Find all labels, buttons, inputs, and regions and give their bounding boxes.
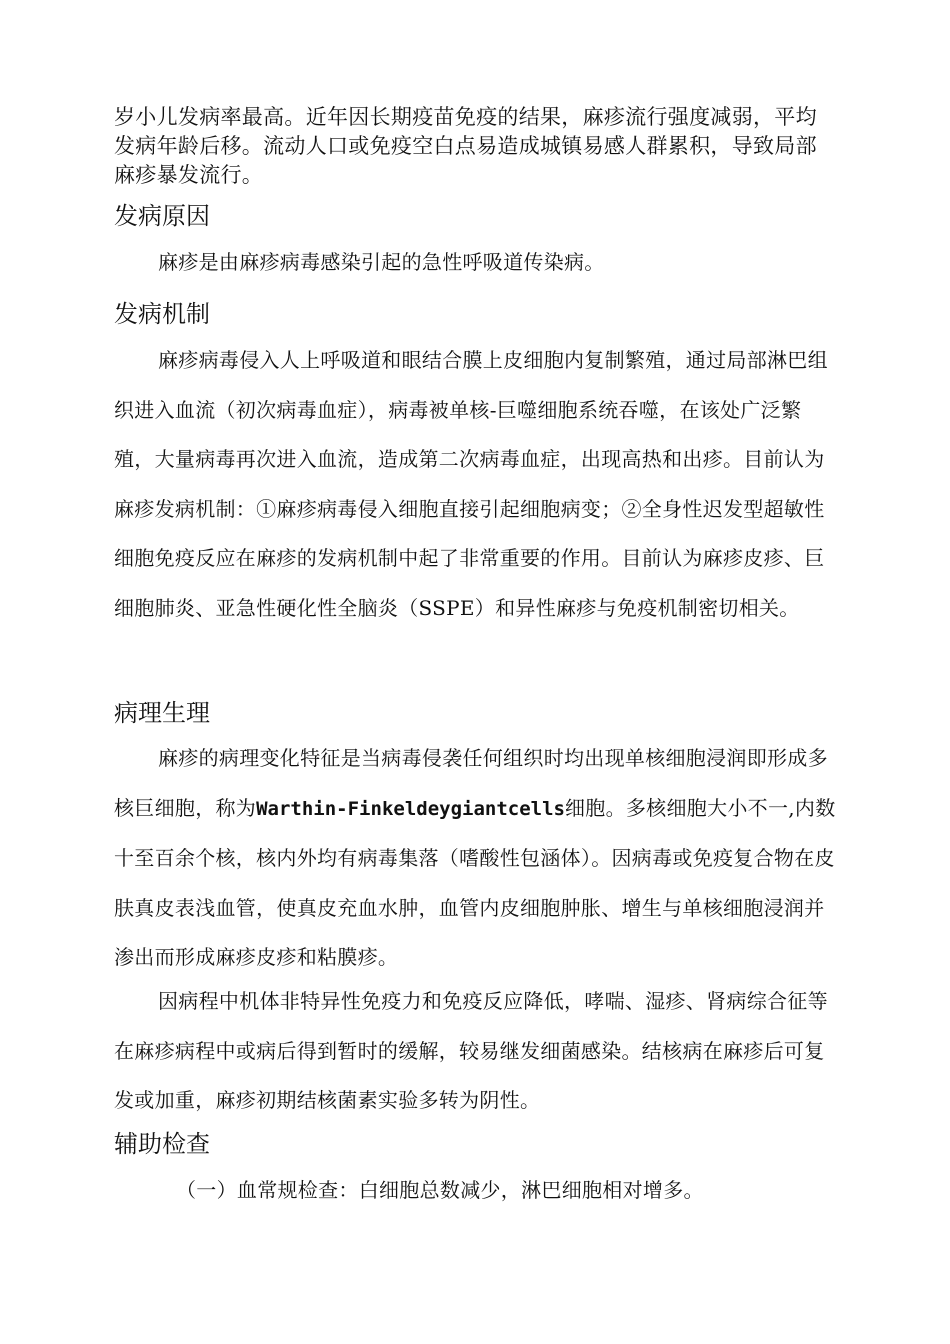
pathophysiology-paragraph-2: 因病程中机体非特异性免疫力和免疫反应降低，哮喘、湿疹、肾病综合征等在麻疹病程中或病后得到暂时的缓解，较易继发细菌感染。结核病在麻疹后可复发或加重，麻疹初期结核菌素实验多转为阴性。 [114, 989, 828, 1112]
pathophysiology-text-after: 细胞。多核细胞大小不一,内数十至百余个核，核内外均有病毒集落（嗜酸性包涵体）。因病毒或免疫复合物在皮肤真皮表浅血管，使真皮充血水肿，血管内皮细胞肿胀、增生与单核细胞浸润并渗出而形成麻疹皮疹和粘膜疹。 [114, 795, 836, 969]
heading-pathophysiology: 病理生理 [114, 699, 210, 727]
heading-mechanism: 发病机制 [114, 300, 210, 328]
cause-paragraph: 麻疹是由麻疹病毒感染引起的急性呼吸道传染病。 [158, 250, 605, 274]
mechanism-paragraph: 麻疹病毒侵入人上呼吸道和眼结合膜上皮细胞内复制繁殖，通过局部淋巴组织进入血流（初次病毒血症），病毒被单核-巨噬细胞系统吞噬，在该处广泛繁殖，大量病毒再次进入血流，造成第二次病毒血症，出现高热和出疹。目前认为麻疹发病机制：①麻疹病毒侵入细胞直接引起细胞病变；②全身性迟发型超敏性细胞免疫反应在麻疹的发病机制中起了非常重要的作用。目前认为麻疹皮疹、巨细胞肺炎、亚急性硬化性全脑炎（SSPE）和异性麻疹与免疫机制密切相关。 [114, 348, 828, 620]
exam-item-1: （一）血常规检查：白细胞总数减少，淋巴细胞相对增多。 [176, 1178, 704, 1202]
heading-cause: 发病原因 [114, 202, 210, 230]
pathophysiology-paragraph-1 [114, 734, 836, 983]
heading-exams: 辅助检查 [114, 1130, 210, 1158]
pathophysiology-text-before: 麻疹的病理变化特征是当病毒侵袭任何组织时均出现单核细胞浸润即形成多核巨细胞，称为 [114, 746, 828, 820]
cell-term: Warthin-Finkeldeygiantcells [256, 797, 565, 820]
intro-paragraph: 岁小儿发病率最高。近年因长期疫苗免疫的结果，麻疹流行强度减弱，平均发病年龄后移。流动人口或免疫空白点易造成城镇易感人群累积，导致局部麻疹暴发流行。 [114, 105, 817, 187]
